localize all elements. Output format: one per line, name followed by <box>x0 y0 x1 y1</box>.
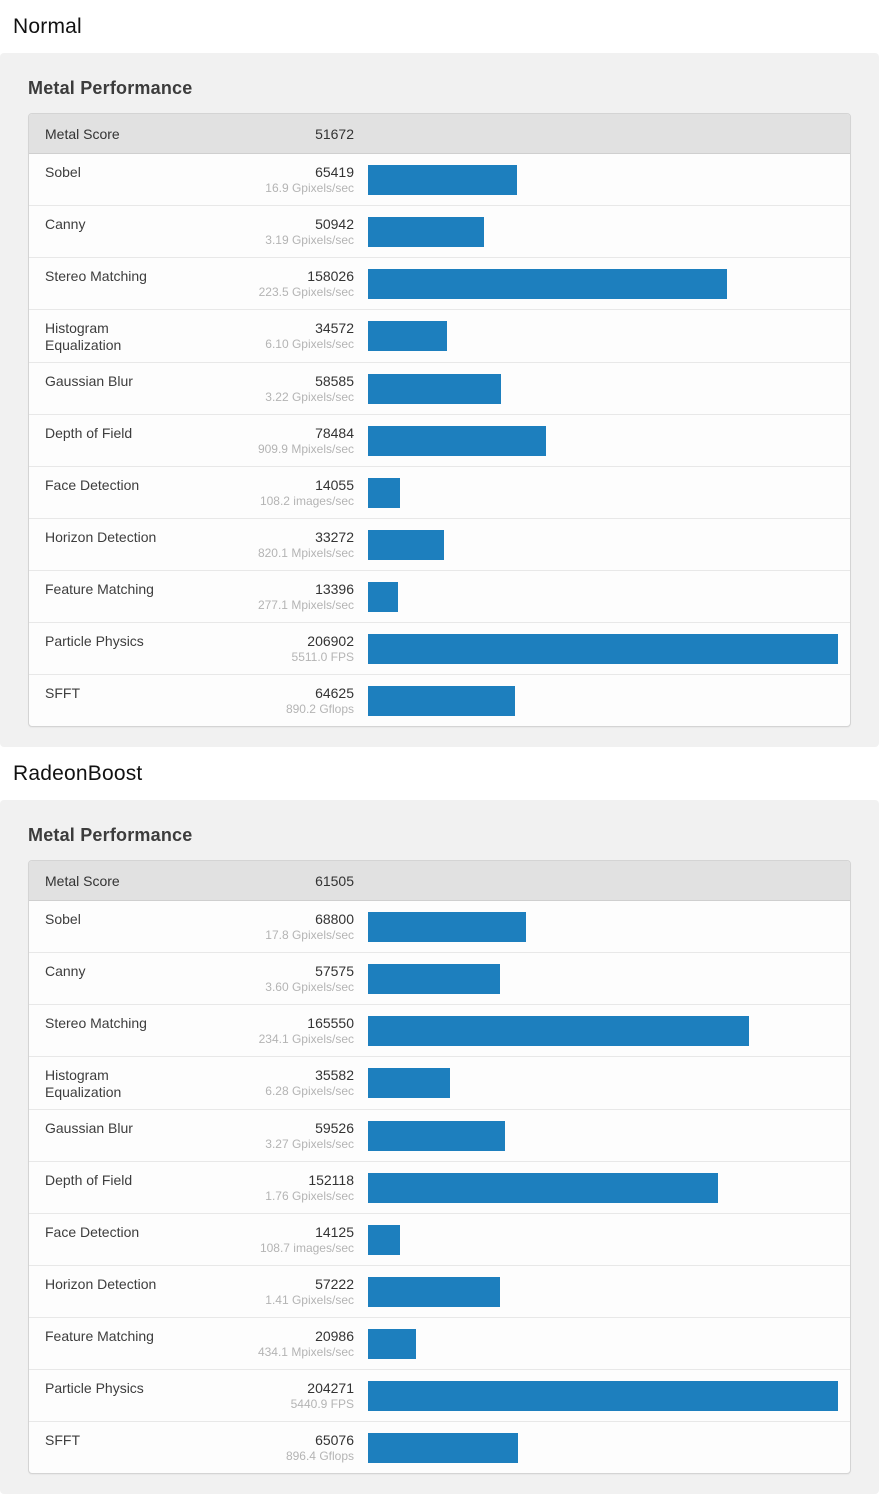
bar-cell <box>368 1370 838 1421</box>
benchmark-score: 152118 <box>308 1172 354 1188</box>
benchmark-name: Canny <box>45 963 86 979</box>
section-title: Normal <box>13 15 82 38</box>
benchmark-row <box>29 362 850 414</box>
bar-cell <box>368 901 838 952</box>
bar-cell <box>368 1214 838 1265</box>
bar-track <box>368 1225 838 1255</box>
benchmark-row <box>29 570 850 622</box>
benchmark-rate: 1.41 Gpixels/sec <box>265 1293 354 1307</box>
score-bar <box>368 1381 838 1411</box>
bar-track <box>368 634 838 664</box>
bar-track <box>368 1277 838 1307</box>
benchmark-score-block <box>185 1370 354 1421</box>
benchmark-rate: 1.76 Gpixels/sec <box>265 1189 354 1203</box>
benchmark-score: 206902 <box>307 633 354 649</box>
benchmark-score-block <box>185 363 354 414</box>
benchmark-rate: 3.22 Gpixels/sec <box>265 390 354 404</box>
bar-track <box>368 321 838 351</box>
benchmark-score: 33272 <box>315 529 354 545</box>
bar-cell <box>368 1057 838 1109</box>
benchmark-name: Gaussian Blur <box>45 1120 133 1136</box>
bar-cell <box>368 1266 838 1317</box>
benchmark-row <box>29 952 850 1004</box>
bar-track <box>368 269 838 299</box>
benchmark-score: 204271 <box>307 1380 354 1396</box>
benchmark-rate: 909.9 Mpixels/sec <box>257 442 354 456</box>
bar-cell <box>368 953 838 1004</box>
score-bar <box>368 1277 500 1307</box>
benchmark-score-block <box>185 675 354 726</box>
benchmark-score-block <box>185 519 354 570</box>
benchmark-score: 78484 <box>315 425 354 441</box>
benchmark-name: Particle Physics <box>45 633 144 649</box>
benchmark-score-block <box>185 1162 354 1213</box>
benchmark-rate: 820.1 Mpixels/sec <box>257 546 354 560</box>
benchmark-row <box>29 1056 850 1109</box>
benchmark-score: 158026 <box>307 268 354 284</box>
score-bar <box>368 1016 749 1046</box>
score-bar <box>368 1433 518 1463</box>
section-panel <box>0 53 879 747</box>
bar-track <box>368 686 838 716</box>
bar-track <box>368 1173 838 1203</box>
section-panel <box>0 800 879 1494</box>
score-bar <box>368 217 484 247</box>
benchmark-row <box>29 1317 850 1369</box>
bar-track <box>368 478 838 508</box>
bar-track <box>368 217 838 247</box>
benchmark-row <box>29 309 850 362</box>
benchmark-score: 165550 <box>307 1015 354 1031</box>
benchmark-score: 64625 <box>315 685 354 701</box>
bar-track <box>368 1121 838 1151</box>
benchmark-row <box>29 518 850 570</box>
score-bar <box>368 1121 505 1151</box>
benchmark-score: 58585 <box>315 373 354 389</box>
benchmark-name: Particle Physics <box>45 1380 144 1396</box>
benchmark-score-block <box>185 154 354 205</box>
benchmark-score: 65076 <box>315 1432 354 1448</box>
bar-cell <box>368 1162 838 1213</box>
benchmark-row <box>29 205 850 257</box>
benchmark-row <box>29 257 850 309</box>
benchmark-rate: 5440.9 FPS <box>290 1397 354 1411</box>
metal-score-label: Metal Score <box>45 872 120 889</box>
benchmark-table <box>28 113 851 727</box>
benchmark-name: Feature Matching <box>45 581 154 597</box>
score-bar <box>368 426 546 456</box>
benchmark-name: Stereo Matching <box>45 1015 147 1031</box>
score-bar <box>368 1173 718 1203</box>
benchmark-name: Feature Matching <box>45 1328 154 1344</box>
bar-track <box>368 582 838 612</box>
benchmark-score-block <box>185 467 354 518</box>
score-bar <box>368 634 838 664</box>
benchmark-row <box>29 622 850 674</box>
bar-cell <box>368 1318 838 1369</box>
benchmark-score-block <box>185 206 354 257</box>
benchmark-table <box>28 860 851 1474</box>
benchmark-rate: 108.7 images/sec <box>259 1241 354 1255</box>
bar-cell <box>368 415 838 466</box>
benchmark-score-block <box>185 310 354 362</box>
benchmark-score-block <box>185 1005 354 1056</box>
table-header-row <box>29 861 850 901</box>
table-body <box>29 154 850 726</box>
section-title: RadeonBoost <box>13 762 143 785</box>
bar-cell <box>368 258 838 309</box>
score-bar <box>368 686 515 716</box>
bar-cell <box>368 467 838 518</box>
bar-cell <box>368 571 838 622</box>
score-bar <box>368 964 500 994</box>
benchmark-row <box>29 466 850 518</box>
benchmark-name: Face Detection <box>45 1224 140 1240</box>
benchmark-name: Canny <box>45 216 86 232</box>
benchmark-score-block <box>185 1057 354 1109</box>
benchmark-rate: 108.2 images/sec <box>259 494 354 508</box>
benchmark-section <box>0 747 879 1494</box>
benchmark-rate: 3.19 Gpixels/sec <box>265 233 354 247</box>
benchmark-score: 65419 <box>315 164 354 180</box>
benchmark-rate: 16.9 Gpixels/sec <box>265 181 354 195</box>
benchmark-score: 50942 <box>315 216 354 232</box>
bar-cell <box>368 206 838 257</box>
benchmark-rate: 17.8 Gpixels/sec <box>265 928 354 942</box>
bar-cell <box>368 310 838 362</box>
metal-score-value: 61505 <box>315 872 354 889</box>
score-bar <box>368 1329 416 1359</box>
benchmark-name: Face Detection <box>45 477 140 493</box>
benchmark-row <box>29 1265 850 1317</box>
score-bar <box>368 582 398 612</box>
benchmark-score-block <box>185 258 354 309</box>
score-bar <box>368 1068 450 1098</box>
bar-cell <box>368 1422 838 1473</box>
benchmark-rate: 6.10 Gpixels/sec <box>265 337 354 351</box>
score-bar <box>368 269 727 299</box>
benchmark-rate: 434.1 Mpixels/sec <box>257 1345 354 1359</box>
benchmark-name: SFFT <box>45 685 80 701</box>
benchmark-score: 68800 <box>315 911 354 927</box>
benchmark-name: SFFT <box>45 1432 80 1448</box>
metal-score-label: Metal Score <box>45 125 120 142</box>
benchmark-name: Sobel <box>45 911 81 927</box>
score-bar <box>368 165 517 195</box>
bar-cell <box>368 1110 838 1161</box>
benchmark-row <box>29 1369 850 1421</box>
benchmark-score: 35582 <box>315 1067 354 1083</box>
benchmark-row <box>29 1213 850 1265</box>
benchmark-score-block <box>185 1214 354 1265</box>
benchmark-row <box>29 1161 850 1213</box>
bar-cell <box>368 623 838 674</box>
benchmark-row <box>29 1421 850 1473</box>
benchmark-row <box>29 414 850 466</box>
benchmark-row <box>29 1004 850 1056</box>
table-body <box>29 901 850 1473</box>
benchmark-score: 34572 <box>315 320 354 336</box>
bar-cell <box>368 154 838 205</box>
benchmark-score: 57222 <box>315 1276 354 1292</box>
benchmark-rate: 277.1 Mpixels/sec <box>257 598 354 612</box>
benchmark-rate: 6.28 Gpixels/sec <box>265 1084 354 1098</box>
benchmark-score: 20986 <box>315 1328 354 1344</box>
benchmark-score: 14055 <box>315 477 354 493</box>
benchmark-score-block <box>185 953 354 1004</box>
benchmark-row <box>29 901 850 952</box>
benchmark-name: Gaussian Blur <box>45 373 133 389</box>
benchmark-name: Sobel <box>45 164 81 180</box>
bar-track <box>368 1433 838 1463</box>
benchmark-score-block <box>185 623 354 674</box>
benchmark-score: 13396 <box>315 581 354 597</box>
benchmark-rate: 3.60 Gpixels/sec <box>265 980 354 994</box>
bar-cell <box>368 363 838 414</box>
score-bar <box>368 1225 400 1255</box>
benchmark-rate: 223.5 Gpixels/sec <box>258 285 354 299</box>
bar-cell <box>368 519 838 570</box>
bar-track <box>368 1381 838 1411</box>
bar-track <box>368 1329 838 1359</box>
benchmark-name: Histogram Equalization <box>45 320 122 353</box>
benchmark-score: 14125 <box>315 1224 354 1240</box>
benchmark-score-block <box>185 1110 354 1161</box>
bar-track <box>368 964 838 994</box>
benchmark-rate: 234.1 Gpixels/sec <box>258 1032 354 1046</box>
benchmark-score: 59526 <box>315 1120 354 1136</box>
benchmark-rate: 896.4 Gflops <box>285 1449 354 1463</box>
benchmark-row <box>29 674 850 726</box>
bar-cell <box>368 1005 838 1056</box>
score-bar <box>368 321 447 351</box>
score-bar <box>368 530 444 560</box>
metal-score-value: 51672 <box>315 125 354 142</box>
benchmark-name: Depth of Field <box>45 425 133 441</box>
benchmark-rate: 3.27 Gpixels/sec <box>265 1137 354 1151</box>
panel-heading: Metal Performance <box>28 825 193 845</box>
benchmark-score-block <box>185 415 354 466</box>
table-header-row <box>29 114 850 154</box>
bar-track <box>368 165 838 195</box>
bar-track <box>368 374 838 404</box>
bar-track <box>368 1016 838 1046</box>
benchmark-score-block <box>185 571 354 622</box>
score-bar <box>368 374 501 404</box>
bar-track <box>368 912 838 942</box>
benchmark-score-block <box>185 1422 354 1473</box>
bar-track <box>368 426 838 456</box>
benchmark-name: Horizon Detection <box>45 1276 157 1292</box>
benchmark-name: Stereo Matching <box>45 268 147 284</box>
score-bar <box>368 478 400 508</box>
benchmark-rate: 890.2 Gflops <box>285 702 354 716</box>
benchmark-name: Histogram Equalization <box>45 1067 122 1100</box>
benchmark-rate: 5511.0 FPS <box>291 650 354 664</box>
benchmark-name: Horizon Detection <box>45 529 157 545</box>
bar-cell <box>368 675 838 726</box>
benchmark-name: Depth of Field <box>45 1172 133 1188</box>
benchmark-row <box>29 1109 850 1161</box>
panel-heading: Metal Performance <box>28 78 193 98</box>
benchmark-row <box>29 154 850 205</box>
bar-track <box>368 1068 838 1098</box>
score-bar <box>368 912 526 942</box>
benchmark-score: 57575 <box>315 963 354 979</box>
benchmark-score-block <box>185 1318 354 1369</box>
bar-track <box>368 530 838 560</box>
benchmark-score-block <box>185 901 354 952</box>
benchmark-score-block <box>185 1266 354 1317</box>
